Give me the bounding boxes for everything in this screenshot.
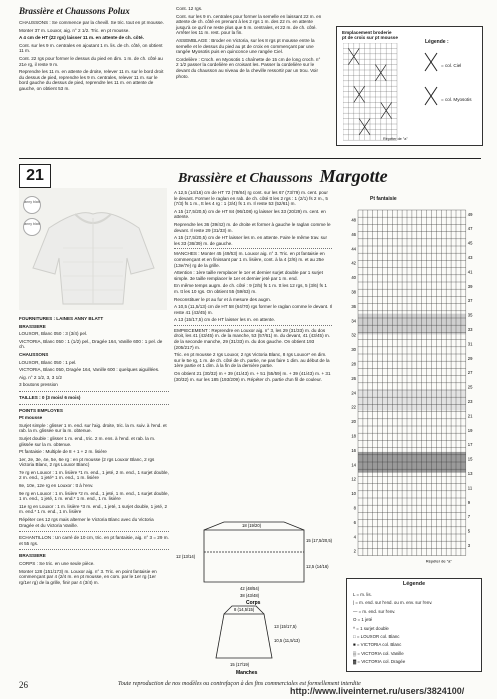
paragraph: CHAUSSONS : Se commence par la chevill. Se tric. tout en pt mousse. — [19, 20, 165, 25]
row-number-label: 28 — [351, 361, 356, 367]
row-number-label: 13 — [467, 470, 473, 476]
row-number-label: 26 — [351, 375, 356, 381]
legend-item: ■ = VICTORIA col. Blanc — [353, 642, 402, 648]
row-number-label: 11 — [467, 485, 473, 491]
row-number-label: 4 — [353, 534, 356, 540]
tailles: TAILLES : 0 (3 mois/ 6 mois) — [19, 394, 81, 400]
paragraph: A 4 cm de HT (22 rgs) laisser 11 m. en attente de ch. côté. — [19, 35, 144, 41]
schematic-diagram — [174, 518, 334, 678]
paragraph: BRASSIERE — [19, 323, 46, 329]
divider — [174, 325, 332, 326]
pattern-title-text: Brassière et Chaussons — [178, 171, 313, 186]
manches-label: Manches — [236, 670, 258, 676]
badge-label: anny blatt — [24, 200, 40, 204]
anny-blatt-badge-2 — [23, 218, 41, 236]
paragraph: Pt mousse — [19, 415, 43, 421]
knitting-chart — [340, 196, 485, 576]
row-number-label: 24 — [351, 390, 356, 396]
row-number-label: 48 — [351, 217, 356, 223]
divider — [19, 549, 169, 550]
top-left-text — [19, 20, 167, 94]
schematic-label: 10,5 (11,5/13) — [274, 638, 300, 643]
embroidery-grid — [343, 43, 403, 143]
copyright-notice: Toute reproduction de nos modèles ou contrefaçon à des fins commerciales est formellement interdite — [118, 681, 361, 687]
paragraph: A 15 (17,5/20,5) cm de HT laisser les m. en attente. Faire le même trav. sur les 33 (36/39) m. de gauche. — [174, 235, 328, 246]
paragraph: A 15 (17,5/20,5) cm de HT 84 (96/108) rg laisser les 33 (20/29) m. cent. en attente. — [174, 208, 326, 220]
paragraph: A 12,5 (14/16) cm de HT 72 (78/84) rg cont. sur les 67 (73/79) m. cent. pour le devant. Former le raglan en rab. de ch. côté tt les 2 rgs : 1 (2/1) fs 2 m., 5 (7/3) fs 1 m., tt les 4 rg : 1 (3/4) fs 1 m. Il reste 53 (52/61) m. — [174, 190, 328, 207]
divider — [19, 531, 169, 532]
paragraph: Cont. 12 rgs. — [176, 6, 203, 11]
row-number-label: 22 — [351, 404, 356, 410]
paragraph: Cont. 22 rgs pour former le dessus du pied en dim. 1 m. de ch. côté au 21e rg, il reste 9 m. — [19, 55, 163, 67]
legend-ciel: = col. Ciel — [441, 63, 462, 68]
paragraph: CHAUSSONS — [19, 351, 49, 357]
row-number-label: 7 — [467, 514, 471, 520]
paragraph: Monter 128 (151/173) m. Louxor aig. n° 3. Tric. en point fantaisie en commençant par 4 (2/4 m. en pt mousse, en com. par le 1er rg (1er rg/1er rg) de la grille, finir par 4 (3/4) m. — [19, 568, 157, 585]
schematic-label: 13 (15/17,5) — [274, 624, 297, 629]
schematic-label: 18 (19/20) — [242, 523, 262, 528]
legend-item: O = 1 jeté — [353, 617, 373, 623]
schematic-label: 15 (17,5/20,5) — [306, 538, 333, 543]
pattern-left-column — [19, 316, 169, 587]
garment-photo — [19, 188, 167, 310]
paragraph: LOUXOR, Blanc 050 : 3 (3/4) pel. — [19, 331, 88, 337]
paragraph: Monter 37 m. Louxor, aig. n° 2 1/2. Tric. en pt mousse. — [19, 27, 130, 33]
paragraph: Cont. sur les 9 m. centrales pour former la semelle en laissant 22 m. en attente de ch. côté en prenant à les 2 rgs 1 m. des 22 m. en attente jusqu'à ce qu'il ne reste plus que 5 m. centrales, et 22 m. de ch. côté. Arrêter les 11 m. rest. pour la fin. — [176, 13, 322, 36]
paragraph: Attention : 1ère taille remplacer le 1er et dernier surjet double par 1 surjet simple. 3e taille remplacer le 1er et dernier jeté par 1 m. end. — [174, 270, 323, 281]
row-number-label: 39 — [467, 283, 473, 289]
paragraph: 3 boutons pression — [19, 382, 58, 388]
row-number-label: 41 — [467, 269, 473, 275]
row-number-label: 21 — [467, 413, 473, 419]
pattern-number: 21 — [26, 167, 44, 184]
stitch-grid — [340, 206, 485, 576]
points-heading: POINTS EMPLOYES — [19, 407, 63, 413]
paragraph: Surjet simple : glisser 1 m. end. sur l'aig. droite, tric. la m. suiv. à l'end. et rab. la m. glissée sur la m. obtenue. — [19, 422, 167, 434]
badge-label: anny blatt — [24, 222, 40, 226]
row-number-label: 37 — [467, 298, 473, 304]
legend-item: ▒ = VICTORIA col. Vanille — [353, 650, 404, 656]
paragraph: En même temps augm. de ch. côté : 9 (2/5) fs 1 m. tt les 12 rgs, 5 (3/6) fs 1 m. tt les 10 rgs. On obtient 55 (59/63) m. — [174, 283, 327, 294]
row-number-label: 43 — [467, 254, 473, 260]
row-number-label: 45 — [467, 240, 473, 246]
row-number-label: 3 — [467, 542, 471, 548]
paragraph: 8e, 10e, 12e rg en Louxor : tt à l'env. — [19, 483, 94, 489]
paragraph: 1er, 2e, 3e, 4e, 5e, 6e rg : en pt mousse (2 rgs Louxor Blanc, 2 rgs Victoria Blanc, 2 rgs Louxor Blanc) — [19, 456, 155, 468]
legend-item: — = m. end. sur l'env. — [353, 608, 396, 614]
embroidery-legend-title: Légende : — [425, 39, 449, 45]
row-number-label: 36 — [351, 303, 356, 309]
paragraph: 11e rg en Louxor : 1 m. lisière *3 m. end., 1 jeté, 1 surjet double, 1 jeté, 2 m. end.* 1 m. end., 1 m. lisière — [19, 503, 168, 515]
paragraph: VICTORIA, Blanc 050, Dragée 164, Vanille 600 : quelques aiguillées. — [19, 367, 160, 373]
legend-item: | = m. end. sur l'end. ou m. env. sur l'env. — [353, 600, 433, 606]
page-number: 26 — [19, 680, 28, 690]
paragraph: 7e rg en Louxor : 1 m. lisière *1 m. end., 1 jeté, 2 m. end., 1 surjet double, 2 m. end., 1 jeté* 1 m. end., 1 m. lisière — [19, 469, 169, 481]
row-number-label: 16 — [351, 447, 356, 453]
row-number-label: 14 — [351, 462, 356, 468]
pattern-title-name: Margotte — [319, 166, 388, 186]
paragraph: On obtient 21 (30/32) m + 39 (41/43) m. + 51 (55/59) m. + 39 (41/43) m. + 31 (30/32) m. sur les 185 (193/209) m. Répéter ch. partie d'un fil de couleur. — [174, 371, 331, 382]
row-number-label: 23 — [467, 398, 473, 404]
row-number-label: 25 — [467, 384, 473, 390]
row-number-label: 46 — [351, 231, 356, 237]
schematic-label: 12 (13/14) — [176, 554, 196, 559]
section-divider — [19, 158, 481, 159]
paragraph: CORPS : Se tric. en une seule pièce. — [19, 561, 95, 566]
paragraph: ASSEMBLAGE : Broder en Victoria, sur les 8 rgs pt mousse entre la semelle et le dessus du pied au pt de croix en commençant par une rangée Myosotis puis en quinconce une rangée Ciel. — [176, 37, 315, 55]
row-number-label: 32 — [351, 332, 356, 338]
row-number-label: 18 — [351, 433, 356, 439]
row-number-label: 17 — [467, 442, 473, 448]
paragraph: MANCHES : Monter 45 (49/53) m. Louxor aig. n° 3. Tric. en pt fantaisie en commençant et en finissant par 1 m. lisière, cont. à la 4 (2/6) m. et au 25e (13e/7e) rg de la grille. — [174, 251, 325, 268]
paragraph: 9e rg en Louxor : 1 m. lisière *2 m. end., 1 jeté, 1 m. end., 1 surjet double, 1 m. end., 1 jeté, 1 m. end.* 1 m. end., 1 m. lisière — [19, 490, 169, 502]
top-mid-text — [176, 6, 322, 81]
chart-repeat-label: Répéter de "a" — [425, 558, 452, 564]
legend-item: ▓ = VICTORIA col. Dragée — [353, 659, 406, 665]
paragraph: A 10,5 (11,5/13) cm de HT 58 (64/70) rgs former le raglan comme le devant. Il reste 41 (43/45) m. — [174, 304, 332, 315]
paragraph: Reprendre les 11 m. en attente de droite, relever 11 m. sur le bord droit du dessus de pied, reprendre les 9 m. centrales, relever 11 m. sur le bord gauche du dessus de pied, reprendre les 11 m. en attente de gauche, on obtient 53 m. — [19, 69, 164, 91]
row-number-label: 30 — [351, 347, 356, 353]
row-number-label: 35 — [467, 312, 473, 318]
divider — [19, 391, 169, 392]
row-number-label: 10 — [351, 491, 356, 497]
paragraph: Tric. en pt mousse 2 rgs Louxor, 2 rgs Victoria Blanc, 8 rgs Louxor* en dim. sur le 5e rg, 1 m. de ch. côté de ch. partie, ne pas faire 1 dim. au début de la 1ère partie et 1 dim. à la fin de la dernière partie. — [174, 352, 330, 369]
legend-item: □ = LOUXOR col. Blanc — [353, 634, 400, 640]
row-number-label: 31 — [467, 341, 473, 347]
embroidery-repeat: Répéter de "a" — [383, 137, 408, 141]
row-number-label: 20 — [351, 419, 356, 425]
row-number-label: 44 — [351, 246, 356, 252]
embroidery-diagram — [336, 26, 483, 146]
row-number-label: 38 — [351, 289, 356, 295]
row-number-label: 42 — [351, 260, 356, 266]
pattern-number-box — [19, 164, 51, 188]
paragraph: LOUXOR, Blanc 050 : 1 pel. — [19, 359, 77, 365]
schematic-label: 8 (14,5/15) — [234, 607, 255, 612]
row-number-label: 6 — [353, 519, 356, 525]
row-number-label: 29 — [467, 355, 473, 361]
paragraph: Cordelière : Croch. en Myosotis 1 chaînette de 15 cm de long croch. n° 2 1/2 passer la cordelière en croisant les. Passer la cordelière sur le devant du chausson au niveau de la cheville ressortir par un trou. Voir photo. — [176, 56, 321, 79]
paragraph: VICTORIA, Blanc 050 : 1 (1/2) pel., Dragée 164, Vanille 600 : 1 pel. de ch. — [19, 338, 163, 350]
schematic-label: 38 (43/48) — [240, 593, 260, 598]
row-number-label: 2 — [353, 548, 356, 554]
row-number-label: 47 — [467, 226, 473, 232]
pattern-title — [178, 166, 388, 187]
row-number-label: 34 — [351, 318, 356, 324]
row-number-label: 19 — [467, 427, 473, 433]
row-number-label: 49 — [467, 211, 473, 217]
paragraph: Surjet double : glisser 1 m. end., tric. 2 m. ens. à l'end. et rab. la m. glissée sur la m. obtenue. — [19, 435, 156, 447]
schematic-label: 15 (17/19) — [230, 662, 250, 667]
cross-stitch-icon — [423, 51, 439, 111]
paragraph: Pt fantaisie : Multiple de 8 + 1 + 2 m. lisière — [19, 449, 107, 455]
legend-list — [353, 591, 477, 667]
anny-blatt-badge — [23, 196, 41, 214]
pattern-middle-column — [174, 190, 332, 384]
row-number-label: 15 — [467, 456, 473, 462]
legend-item: ^ = 1 surjet double — [353, 625, 389, 631]
paragraph: Répéter ces 12 rgs mais alterner le Victoria Blanc avec du Victoria Dragée et du Victoria Vanille. — [19, 517, 154, 528]
legend-title: Légende — [402, 581, 426, 587]
row-number-label: 40 — [351, 275, 356, 281]
echantillon: ECHANTILLON : Un carré de 10 cm, tric. en pt fantaisie, aig. n° 3 = 29 m. et 55 rgs. — [19, 535, 169, 546]
paragraph: Cont. sur les 9 m. centrales en ajoutant 1 m. lis. de ch. côté, on obtient 11 m. — [19, 42, 163, 54]
legend-myosotis: = col. Myosotis — [441, 97, 472, 102]
chart-legend — [346, 578, 482, 672]
baby-jacket-illustration — [19, 188, 167, 310]
top-title: Brassière et Chaussons Polux — [19, 6, 130, 16]
row-number-label: 33 — [467, 326, 473, 332]
schematic-label: 12,5 (14/16) — [306, 564, 329, 569]
paragraph: A 13 (15/17,5) cm de HT laisser les m. en attente. — [174, 317, 276, 323]
legend-item: L = m. lis. — [353, 592, 372, 597]
chart-title: Pt fantaisie — [370, 196, 397, 202]
row-number-label: 12 — [351, 476, 356, 482]
corps-label: Corps — [246, 600, 261, 606]
paragraph: Reconstituer le pt au fur et à mesure des augm. — [174, 296, 272, 302]
fournitures-heading: FOURNITURES : LAINES ANNY BLATT — [19, 316, 104, 321]
divider — [19, 404, 169, 405]
brassiere-heading: BRASSIERE — [19, 553, 46, 559]
paragraph: EMPIECEMENT : Reprendre en Louxor aig. n° 3, les 29 (31/33) m. du dos droit, les 41 (43/45) m. de la manche, 53 (57/61) m. du devant, 41 (43/45) m. de la seconde manche, 29 (31/33) m. du dos gauche. On obtient 193 (205/217) m. — [174, 327, 331, 350]
watermark-url[interactable]: http://www.liveinternet.ru/users/3824100/ — [290, 686, 465, 696]
paragraph: Reprendre les 36 (39/42) m. de droite et former à gauche le raglan comme le devant. Il reste 29 (31/33) m. — [174, 221, 331, 233]
row-number-label: 8 — [353, 505, 356, 511]
row-number-label: 9 — [467, 499, 471, 505]
paragraph: Aig. n° 2 1/2, 3, 3 1/2 — [19, 374, 62, 380]
row-number-label: 5 — [467, 528, 471, 534]
embroidery-diagram-title: Emplacement broderie pt de croix sur pt mousse — [342, 30, 398, 41]
row-number-label: 27 — [467, 370, 473, 376]
schematic-label: 42 (48/54) — [240, 586, 260, 591]
divider — [174, 248, 332, 249]
